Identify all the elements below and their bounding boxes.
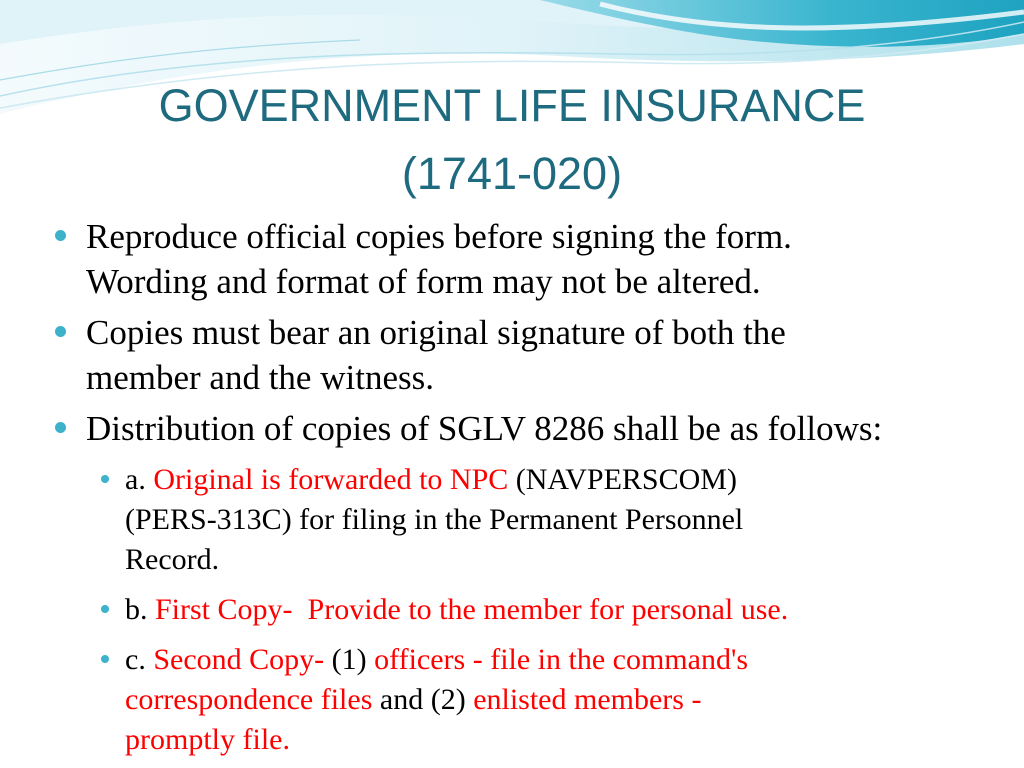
highlighted-text: Second Copy- (153, 643, 325, 676)
sub-bullet-text-line (125, 590, 788, 630)
bullet-item (86, 406, 882, 451)
bullet-icon (55, 326, 66, 337)
bullet-text-line: Copies must bear an original signature of both the (86, 313, 786, 352)
slide-title-line-2: (1741-020) (401, 148, 623, 199)
bullet-text-line: Distribution of copies of SGLV 8286 shall be as follows: (86, 409, 883, 448)
plain-text: and (2) (372, 683, 474, 716)
highlighted-text: Original is forwarded to NPC (153, 463, 509, 496)
bullet-icon (55, 230, 66, 241)
plain-text: (1) (324, 643, 375, 676)
plain-text: Record. (125, 543, 220, 576)
slide-title-line-1: GOVERNMENT LIFE INSURANCE (158, 80, 866, 131)
bullet-text-line: member and the witness. (86, 358, 434, 397)
sub-bullet-text-line (125, 460, 743, 500)
sub-bullet-label: b. (125, 593, 155, 626)
highlighted-text: enlisted members - (473, 683, 702, 716)
sub-bullet-text-line (125, 640, 748, 680)
sub-bullet-text-line (125, 500, 743, 540)
plain-text: (NAVPERSCOM) (508, 463, 737, 496)
sub-bullet-label: a. (125, 463, 154, 496)
sub-bullet-icon (101, 655, 109, 663)
bullet-item (86, 310, 786, 400)
sub-bullet-item-a (125, 460, 743, 580)
bullet-text-line: Wording and format of form may not be altered. (86, 262, 761, 301)
highlighted-text: correspondence files (125, 683, 373, 716)
highlighted-text: First Copy- Provide to the member for personal use. (155, 593, 789, 626)
sub-bullet-item-b (125, 590, 788, 630)
plain-text: (PERS-313C) for filing in the Permanent Personnel (125, 503, 744, 536)
sub-bullet-item-c (125, 640, 748, 760)
sub-bullet-text-line (125, 540, 743, 580)
bullet-text-line: Reproduce official copies before signing the form. (86, 217, 792, 256)
bullet-icon (55, 422, 66, 433)
sub-bullet-icon (101, 475, 109, 483)
bullet-item (86, 214, 792, 304)
sub-bullet-text-line (125, 680, 748, 720)
sub-bullet-text-line (125, 720, 748, 760)
sub-bullet-icon (101, 605, 109, 613)
sub-bullet-label: c. (125, 643, 154, 676)
highlighted-text: promptly file. (125, 723, 290, 756)
highlighted-text: officers - file in the command's (374, 643, 749, 676)
